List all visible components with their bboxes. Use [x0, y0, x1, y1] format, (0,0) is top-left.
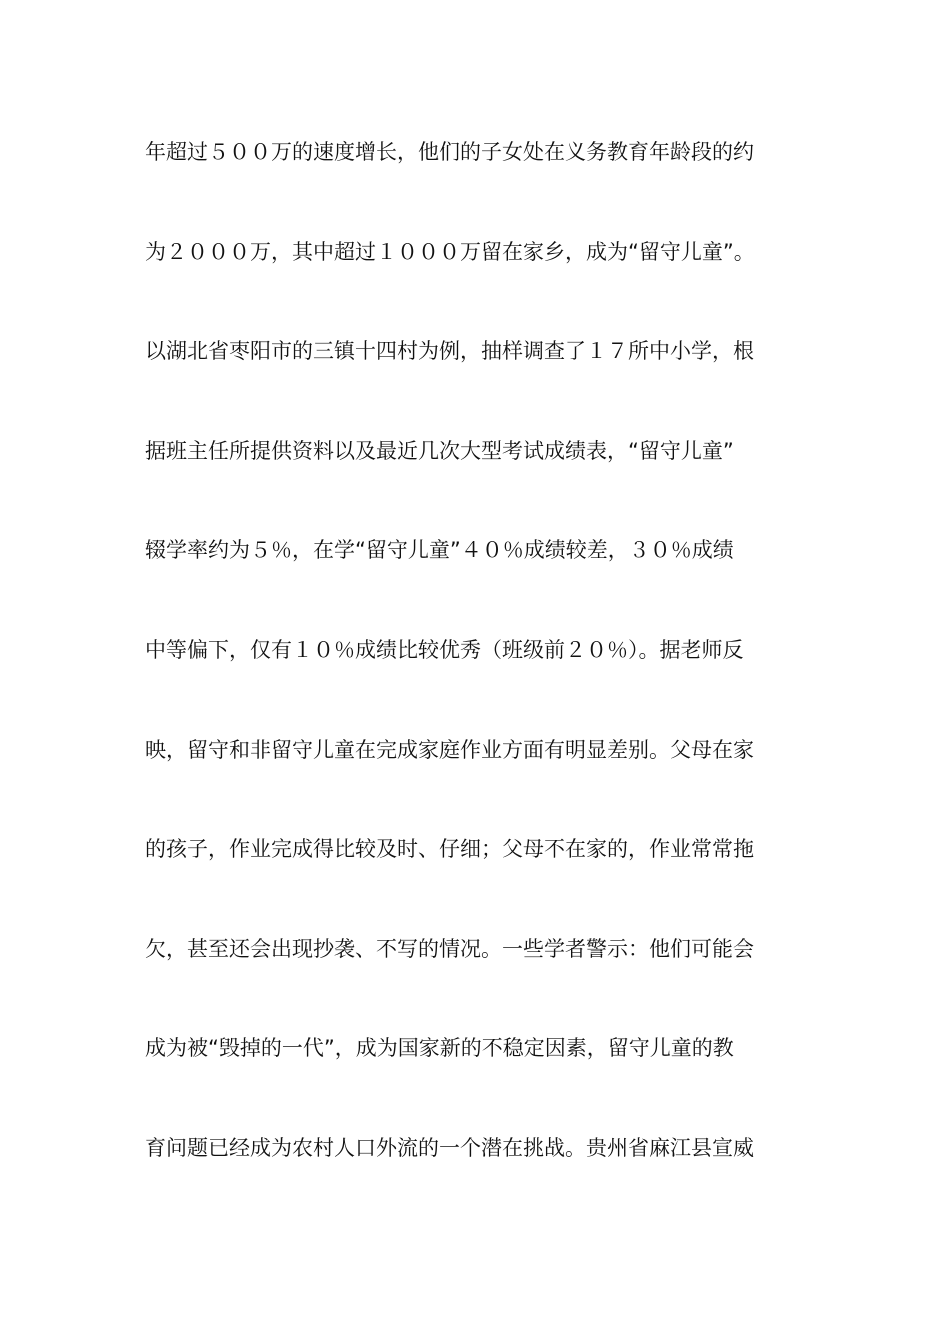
text-line: 年超过５００万的速度增长，他们的子女处在义务教育年龄段的约: [145, 140, 754, 164]
text-line: 的孩子，作业完成得比较及时、仔细；父母不在家的，作业常常拖: [145, 837, 754, 862]
text-line: 为２０００万，其中超过１０００万留在家乡，成为“留守儿童”。: [145, 239, 755, 264]
body-paragraph: [145, 134, 835, 1230]
text-line: 成为被“毁掉的一代”，成为国家新的不稳定因素，留守儿童的教: [145, 1036, 734, 1061]
text-line: 据班主任所提供资料以及最近几次大型考试成绩表，“留守儿童”: [145, 438, 734, 463]
text-line: 以湖北省枣阳市的三镇十四村为例，抽样调查了１７所中小学，根: [145, 339, 754, 364]
text-line: 育问题已经成为农村人口外流的一个潜在挑战。贵州省麻江县宣威: [145, 1135, 754, 1160]
text-line: 欠，甚至还会出现抄袭、不写的情况。一些学者警示：他们可能会: [145, 936, 754, 961]
text-line: 辍学率约为５％，在学“留守儿童”４０％成绩较差，３０％成绩: [145, 538, 734, 563]
text-line: 中等偏下，仅有１０％成绩比较优秀（班级前２０％）。据老师反: [145, 637, 744, 662]
text-line: 映，留守和非留守儿童在完成家庭作业方面有明显差别。父母在家: [145, 737, 754, 762]
